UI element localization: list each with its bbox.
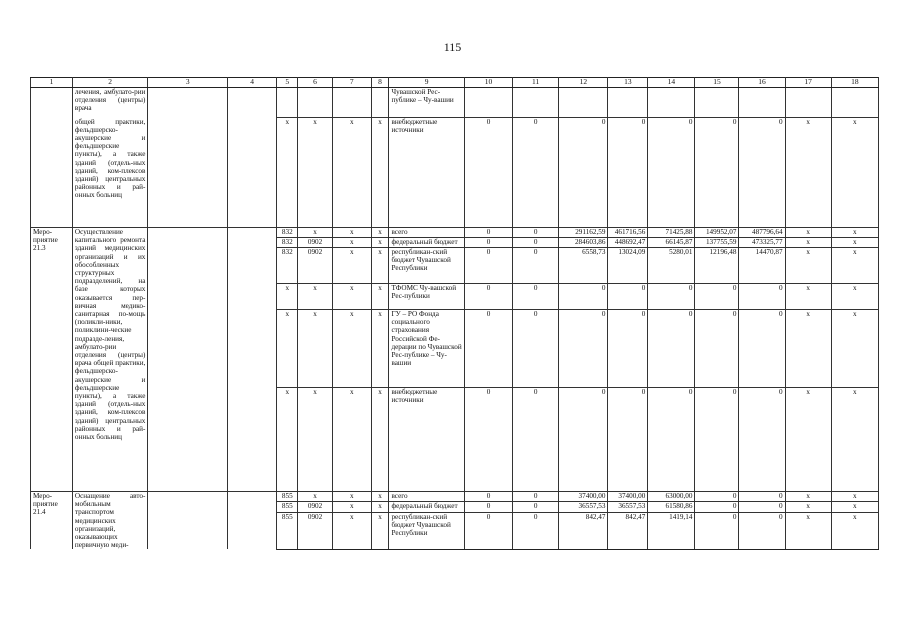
measure-description: Осуществление капитального ремонта зданий медицинских организаций и их обособленных структурных подразделений, на базе которых оказывается пер-вичная медико-санитарная по-мощь (поликли-ники, поликлини-ческие подразде-ления, амбулато-рии отделения (центры) врача общей практики, фельдшерско-акушерские и фельдшерские пункты), а также зданий (отдель-ных зданий, ком-плексов зданий) центральных районных и рай-онных больниц bbox=[72, 228, 147, 492]
cell-c11: 0 bbox=[513, 502, 559, 512]
cell-c5: x bbox=[277, 388, 298, 492]
cell-c15: 0 bbox=[695, 310, 739, 388]
cell-c10: 0 bbox=[464, 310, 512, 388]
cell-c18 bbox=[831, 88, 878, 118]
cell-c10: 0 bbox=[464, 388, 512, 492]
participants-cell bbox=[228, 88, 277, 228]
cell-c16: 0 bbox=[739, 284, 785, 310]
cell-c11: 0 bbox=[513, 238, 559, 248]
cell-c16: 0 bbox=[739, 388, 785, 492]
cell-c11: 0 bbox=[513, 388, 559, 492]
cell-c15 bbox=[695, 88, 739, 118]
cell-c17: x bbox=[785, 228, 831, 238]
cell-c18: x bbox=[831, 284, 878, 310]
column-header-5: 5 bbox=[277, 78, 298, 88]
cell-c16: 487796,64 bbox=[739, 228, 785, 238]
measure-description: Оснащение авто-мобильным транспортом медицинских организаций, оказывающих первичную меди- bbox=[72, 492, 147, 550]
column-header-10: 10 bbox=[464, 78, 512, 88]
cell-c5: x bbox=[277, 310, 298, 388]
cell-c10: 0 bbox=[464, 492, 512, 502]
column-header-2: 2 bbox=[72, 78, 147, 88]
cell-c17: x bbox=[785, 492, 831, 502]
cell-c12: 284603,86 bbox=[559, 238, 608, 248]
cell-c12: 291162,59 bbox=[559, 228, 608, 238]
cell-c8: x bbox=[371, 310, 389, 388]
cell-c8 bbox=[371, 88, 389, 118]
cell-c17: x bbox=[785, 388, 831, 492]
cell-c8: x bbox=[371, 238, 389, 248]
column-header-18: 18 bbox=[831, 78, 878, 88]
cell-c11 bbox=[513, 88, 559, 118]
cell-c18: x bbox=[831, 310, 878, 388]
cell-c12: 37400,00 bbox=[559, 492, 608, 502]
column-header-12: 12 bbox=[559, 78, 608, 88]
cell-c9: всего bbox=[389, 492, 464, 502]
cell-c13: 0 bbox=[608, 284, 648, 310]
cell-c12: 36557,53 bbox=[559, 502, 608, 512]
cell-c5: 832 bbox=[277, 228, 298, 238]
cell-c16: 14470,87 bbox=[739, 248, 785, 284]
column-header-4: 4 bbox=[228, 78, 277, 88]
cell-c6: x bbox=[298, 228, 333, 238]
cell-c5 bbox=[277, 88, 298, 118]
cell-c7: x bbox=[332, 248, 371, 284]
cell-c5: x bbox=[277, 118, 298, 228]
cell-c16: 0 bbox=[739, 492, 785, 502]
cell-c5: 832 bbox=[277, 238, 298, 248]
column-header-16: 16 bbox=[739, 78, 785, 88]
cell-c8: x bbox=[371, 492, 389, 502]
cell-c7: x bbox=[332, 492, 371, 502]
cell-c18: x bbox=[831, 118, 878, 228]
cell-c7: x bbox=[332, 284, 371, 310]
header-row bbox=[31, 78, 879, 88]
cell-c13: 0 bbox=[608, 118, 648, 228]
cell-c18: x bbox=[831, 512, 878, 549]
cell-c8: x bbox=[371, 228, 389, 238]
cell-c17: x bbox=[785, 310, 831, 388]
cell-c13 bbox=[608, 88, 648, 118]
cell-c7: x bbox=[332, 238, 371, 248]
column-header-11: 11 bbox=[513, 78, 559, 88]
cell-c9: ТФОМС Чу-вашской Рес-публики bbox=[389, 284, 464, 310]
cell-c16: 473325,77 bbox=[739, 238, 785, 248]
cell-c15: 0 bbox=[695, 118, 739, 228]
cell-c6: x bbox=[298, 310, 333, 388]
measure-description: общей практики, фельдшерско-акушерские и фельдшерские пункты), а также зданий (отдель-ных зданий, ком-плексов зданий) центральных районных и рай-онных больниц bbox=[72, 118, 147, 228]
table-row bbox=[31, 228, 879, 238]
cell-c8: x bbox=[371, 284, 389, 310]
cell-c13: 448692,47 bbox=[608, 238, 648, 248]
measure-number: Меро-приятие 21.4 bbox=[31, 492, 73, 550]
cell-c16: 0 bbox=[739, 512, 785, 549]
cell-c6: 0902 bbox=[298, 502, 333, 512]
cell-c11: 0 bbox=[513, 512, 559, 549]
cell-c5: 855 bbox=[277, 512, 298, 549]
cell-c11: 0 bbox=[513, 492, 559, 502]
cell-c12: 6558,73 bbox=[559, 248, 608, 284]
cell-c9: федеральный бюджет bbox=[389, 238, 464, 248]
cell-c8: x bbox=[371, 118, 389, 228]
cell-c15: 149952,07 bbox=[695, 228, 739, 238]
cell-c10: 0 bbox=[464, 238, 512, 248]
cell-c10: 0 bbox=[464, 228, 512, 238]
cell-c6: 0902 bbox=[298, 238, 333, 248]
cell-c18: x bbox=[831, 388, 878, 492]
cell-c10: 0 bbox=[464, 512, 512, 549]
cell-c12: 0 bbox=[559, 388, 608, 492]
cell-c11: 0 bbox=[513, 248, 559, 284]
cell-c14: 66145,87 bbox=[648, 238, 695, 248]
cell-c9: внебюджетные источники bbox=[389, 118, 464, 228]
cell-c6: x bbox=[298, 388, 333, 492]
column-header-14: 14 bbox=[648, 78, 695, 88]
cell-c10: 0 bbox=[464, 284, 512, 310]
measure-number bbox=[31, 88, 73, 118]
cell-c11: 0 bbox=[513, 118, 559, 228]
measure-number: Меро-приятие 21.3 bbox=[31, 228, 73, 492]
cell-c10 bbox=[464, 88, 512, 118]
cell-c9: республикан-ский бюджет Чувашской Республики bbox=[389, 512, 464, 549]
cell-c17: x bbox=[785, 284, 831, 310]
cell-c15: 0 bbox=[695, 284, 739, 310]
cell-c7: x bbox=[332, 388, 371, 492]
cell-c9: Чувашской Рес-публике – Чу-вашии bbox=[389, 88, 464, 118]
cell-c12: 0 bbox=[559, 118, 608, 228]
cell-c14: 63000,00 bbox=[648, 492, 695, 502]
cell-c17: x bbox=[785, 502, 831, 512]
participants-cell bbox=[228, 228, 277, 492]
cell-c12 bbox=[559, 88, 608, 118]
executor-cell bbox=[148, 228, 228, 492]
cell-c12: 0 bbox=[559, 284, 608, 310]
cell-c6 bbox=[298, 88, 333, 118]
cell-c8: x bbox=[371, 512, 389, 549]
column-header-9: 9 bbox=[389, 78, 464, 88]
cell-c8: x bbox=[371, 388, 389, 492]
cell-c11: 0 bbox=[513, 228, 559, 238]
cell-c18: x bbox=[831, 228, 878, 238]
executor-cell bbox=[148, 492, 228, 550]
cell-c9: всего bbox=[389, 228, 464, 238]
column-header-1: 1 bbox=[31, 78, 73, 88]
cell-c11: 0 bbox=[513, 284, 559, 310]
measure-description: лечения, амбулато-рии отделения (центры) врача bbox=[72, 88, 147, 118]
cell-c7 bbox=[332, 88, 371, 118]
cell-c5: x bbox=[277, 284, 298, 310]
cell-c6: x bbox=[298, 492, 333, 502]
cell-c15: 0 bbox=[695, 512, 739, 549]
page-number: 115 bbox=[443, 40, 462, 54]
cell-c15: 0 bbox=[695, 502, 739, 512]
cell-c13: 0 bbox=[608, 388, 648, 492]
budget-table bbox=[30, 77, 879, 550]
cell-c17: x bbox=[785, 512, 831, 549]
cell-c13: 37400,00 bbox=[608, 492, 648, 502]
cell-c18: x bbox=[831, 238, 878, 248]
cell-c5: 855 bbox=[277, 502, 298, 512]
participants-cell bbox=[228, 492, 277, 550]
cell-c16: 0 bbox=[739, 118, 785, 228]
cell-c6: x bbox=[298, 284, 333, 310]
cell-c14: 0 bbox=[648, 310, 695, 388]
cell-c7: x bbox=[332, 502, 371, 512]
cell-c18: x bbox=[831, 492, 878, 502]
cell-c14: 0 bbox=[648, 388, 695, 492]
cell-c7: x bbox=[332, 512, 371, 549]
cell-c10: 0 bbox=[464, 502, 512, 512]
column-header-13: 13 bbox=[608, 78, 648, 88]
cell-c6: 0902 bbox=[298, 248, 333, 284]
cell-c16 bbox=[739, 88, 785, 118]
cell-c17: x bbox=[785, 238, 831, 248]
table-row bbox=[31, 88, 879, 118]
column-header-6: 6 bbox=[298, 78, 333, 88]
cell-c13: 36557,53 bbox=[608, 502, 648, 512]
cell-c9: республикан-ский бюджет Чувашской Республики bbox=[389, 248, 464, 284]
cell-c18: x bbox=[831, 248, 878, 284]
cell-c14 bbox=[648, 88, 695, 118]
cell-c7: x bbox=[332, 118, 371, 228]
cell-c15: 12196,48 bbox=[695, 248, 739, 284]
cell-c13: 461716,56 bbox=[608, 228, 648, 238]
cell-c12: 0 bbox=[559, 310, 608, 388]
cell-c14: 5280,01 bbox=[648, 248, 695, 284]
cell-c10: 0 bbox=[464, 248, 512, 284]
cell-c16: 0 bbox=[739, 502, 785, 512]
cell-c14: 0 bbox=[648, 118, 695, 228]
cell-c5: 855 bbox=[277, 492, 298, 502]
cell-c14: 0 bbox=[648, 284, 695, 310]
cell-c11: 0 bbox=[513, 310, 559, 388]
cell-c15: 0 bbox=[695, 388, 739, 492]
column-header-15: 15 bbox=[695, 78, 739, 88]
cell-c10: 0 bbox=[464, 118, 512, 228]
column-header-7: 7 bbox=[332, 78, 371, 88]
cell-c15: 0 bbox=[695, 492, 739, 502]
cell-c13: 842,47 bbox=[608, 512, 648, 549]
cell-c9: ГУ – РО Фонда социального страхования Российской Фе-дерации по Чувашской Рес-публике – Чу-вашии bbox=[389, 310, 464, 388]
cell-c17: x bbox=[785, 118, 831, 228]
executor-cell bbox=[148, 88, 228, 228]
cell-c13: 0 bbox=[608, 310, 648, 388]
cell-c5: 832 bbox=[277, 248, 298, 284]
cell-c15: 137755,59 bbox=[695, 238, 739, 248]
table-row bbox=[31, 492, 879, 502]
column-header-8: 8 bbox=[371, 78, 389, 88]
measure-number bbox=[31, 118, 73, 228]
cell-c9: внебюджетные источники bbox=[389, 388, 464, 492]
cell-c16: 0 bbox=[739, 310, 785, 388]
cell-c7: x bbox=[332, 228, 371, 238]
cell-c14: 61580,86 bbox=[648, 502, 695, 512]
cell-c17 bbox=[785, 88, 831, 118]
column-header-17: 17 bbox=[785, 78, 831, 88]
cell-c8: x bbox=[371, 248, 389, 284]
column-header-3: 3 bbox=[148, 78, 228, 88]
cell-c12: 842,47 bbox=[559, 512, 608, 549]
cell-c14: 1419,14 bbox=[648, 512, 695, 549]
cell-c18: x bbox=[831, 502, 878, 512]
cell-c17: x bbox=[785, 248, 831, 284]
cell-c13: 13024,09 bbox=[608, 248, 648, 284]
cell-c9: федеральный бюджет bbox=[389, 502, 464, 512]
cell-c14: 71425,88 bbox=[648, 228, 695, 238]
cell-c6: x bbox=[298, 118, 333, 228]
cell-c7: x bbox=[332, 310, 371, 388]
cell-c8: x bbox=[371, 502, 389, 512]
cell-c6: 0902 bbox=[298, 512, 333, 549]
